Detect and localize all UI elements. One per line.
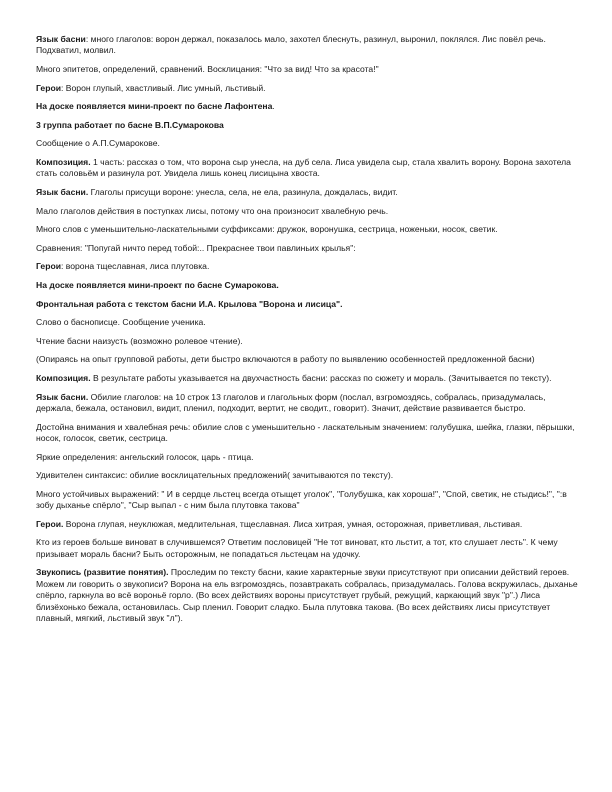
paragraph-comparisons — [36, 243, 580, 254]
section-heading-krylov — [36, 299, 580, 310]
paragraph-text: Мало глаголов действия в поступках лисы, потому что она произносит хвалебную речь. — [36, 205, 389, 216]
paragraph-lead: Звукопись (развитие понятия). — [36, 567, 169, 578]
paragraph-text: : много глаголов: ворон держал, показалось мало, захотел блеснуть, разинул, выронил, поклялся. Лис повёл речь. Подхватил, молвил. — [36, 34, 546, 56]
paragraph-text: Сравнения: "Попугай ничто перед тобой:.. Прекраснее твои павлиньих крылья": — [36, 242, 356, 253]
paragraph-lead: На доске появляется мини-проект по басне Лафонтена — [36, 101, 273, 112]
paragraph-epithets — [36, 64, 580, 75]
paragraph-language-lafontaine — [36, 34, 580, 57]
paragraph-text: (Опираясь на опыт групповой работы, дети быстро включаются в работу по выявлению особенностей предложенной басни) — [36, 354, 535, 365]
paragraph-text: В результате работы указывается на двухчастность басни: рассказ по сюжету и мораль. (Зачитывается по тексту). — [90, 372, 552, 383]
paragraph-lead: На доске появляется мини-проект по басне Сумарокова. — [36, 279, 279, 290]
paragraph-lead: Язык басни. — [36, 186, 89, 197]
paragraph-group-experience — [36, 354, 580, 365]
paragraph-text: : ворона тщеславная, лиса плутовка. — [61, 261, 210, 272]
paragraph-heroes-lafontaine — [36, 83, 580, 94]
paragraph-composition-krylov — [36, 373, 580, 384]
paragraph-miniproject-sumarokov — [36, 280, 580, 291]
paragraph-text: : Ворон глупый, хвастливый. Лис умный, льстивый. — [61, 82, 266, 93]
paragraph-lead: Язык басни. — [36, 391, 89, 402]
paragraph-text: Слово о баснописце. Сообщение ученика. — [36, 317, 206, 328]
paragraph-heroes-krylov — [36, 519, 580, 530]
paragraph-composition-sumarokov — [36, 157, 580, 180]
paragraph-sound-writing — [36, 567, 580, 624]
paragraph-few-verbs — [36, 206, 580, 217]
paragraph-text: Сообщение о А.П.Сумарокове. — [36, 138, 160, 149]
paragraph-syntax — [36, 470, 580, 481]
paragraph-text: Удивителен синтаксис: обилие восклицательных предложений( зачитываются по тексту). — [36, 470, 394, 481]
paragraph-text: Много слов с уменьшительно-ласкательными суффиксами: дружок, воронушка, сестрица, ноженьки, носок, светик. — [36, 224, 498, 235]
paragraph-text: . — [272, 101, 275, 112]
paragraph-text: Чтение басни наизусть (возможно ролевое чтение). — [36, 335, 243, 346]
paragraph-text: Проследим по тексту басни, какие характерные звуки присутствуют при описании действий героев. Можем ли говорить о звукописи? Ворона на ель взгромоздясь, позавтракать собралась, призадумалась. Голова вскружилась, дыханье спёрло, гаркнула во всё вороньё горло. (Во всех действиях вороны присутствует грубый, режущий, каркающий звук "р".) Лиса близёхонько бежала, остановилась. Сыр пленил. Говорит сладко. Была плутовка такова. (Во всех действиях лисы присутствует плавный, мягкий, льстивый звук "л"). — [36, 567, 578, 623]
paragraph-miniproject-lafontaine — [36, 101, 580, 112]
paragraph-moral-question — [36, 537, 580, 560]
paragraph-reading — [36, 336, 580, 347]
paragraph-text: Ворона глупая, неуклюжая, медлительная, тщеславная. Лиса хитрая, умная, осторожная, приветливая, льстивая. — [63, 518, 523, 529]
paragraph-language-sumarokov — [36, 187, 580, 198]
paragraph-heroes-sumarokov — [36, 261, 580, 272]
paragraph-lead: Герои — [36, 261, 61, 272]
paragraph-lead: Композиция. — [36, 156, 91, 167]
document-page — [36, 34, 580, 632]
paragraph-praise-speech — [36, 422, 580, 445]
paragraph-lead: Композиция. — [36, 372, 91, 383]
paragraph-sumarokov-message — [36, 138, 580, 149]
paragraph-diminutives — [36, 224, 580, 235]
paragraph-text: Яркие определения: ангельский голосок, царь - птица. — [36, 451, 254, 462]
paragraph-language-krylov — [36, 392, 580, 415]
paragraph-fabulist-word — [36, 317, 580, 328]
section-heading-group3 — [36, 120, 580, 131]
paragraph-bright-definitions — [36, 452, 580, 463]
paragraph-lead: Герои. — [36, 518, 64, 529]
paragraph-lead: Язык басни — [36, 34, 86, 44]
paragraph-lead: 3 группа работает по басне В.П.Сумарокова — [36, 119, 224, 130]
paragraph-text: Глаголы присущи вороне: унесла, села, не ела, разинула, дождалась, видит. — [88, 186, 398, 197]
paragraph-text: Кто из героев больше виноват в случившемся? Ответим пословицей "Не тот виноват, кто льстит, а тот, кто слушает лесть". К чему призывает мораль басни? Быть осторожным, не попадаться льстецам на удочку. — [36, 537, 558, 559]
paragraph-set-expressions — [36, 489, 580, 512]
paragraph-text: 1 часть: рассказ о том, что ворона сыр унесла, на дуб села. Лиса увидела сыр, стала хвалить ворону. Ворона захотела стать соловьём и разинула рот. Увидела лишь конец лисицына хвоста. — [36, 156, 571, 179]
paragraph-text: Много эпитетов, определений, сравнений. Восклицания: "Что за вид! Что за красота!" — [36, 64, 379, 74]
paragraph-lead: Герои — [36, 82, 61, 93]
paragraph-lead: Фронтальная работа с текстом басни И.А. Крылова "Ворона и лисица". — [36, 298, 343, 309]
paragraph-text: Много устойчивых выражений: " И в сердце льстец всегда отыщет уголок", "Голубушка, как хороша!", "Спой, светик, не стыдись!", ":в зобу дыханье спёрло", "Сыр выпал - с ним была плутовка такова" — [36, 488, 567, 511]
paragraph-text: Обилие глаголов: на 10 строк 13 глаголов и глагольных форм (послал, взгромоздясь, собралась, призадумалась, держала, бежала, остановил, видит, пленил, подходит, вертит, не сводит., говорит). Значит, действие развивается быстро. — [36, 391, 546, 413]
paragraph-text: Достойна внимания и хвалебная речь: обилие слов с уменьшительно - ласкательным значением: голубушка, шейка, глазки, пёрышки, носок, голосок, светик, сестрица. — [36, 421, 575, 443]
